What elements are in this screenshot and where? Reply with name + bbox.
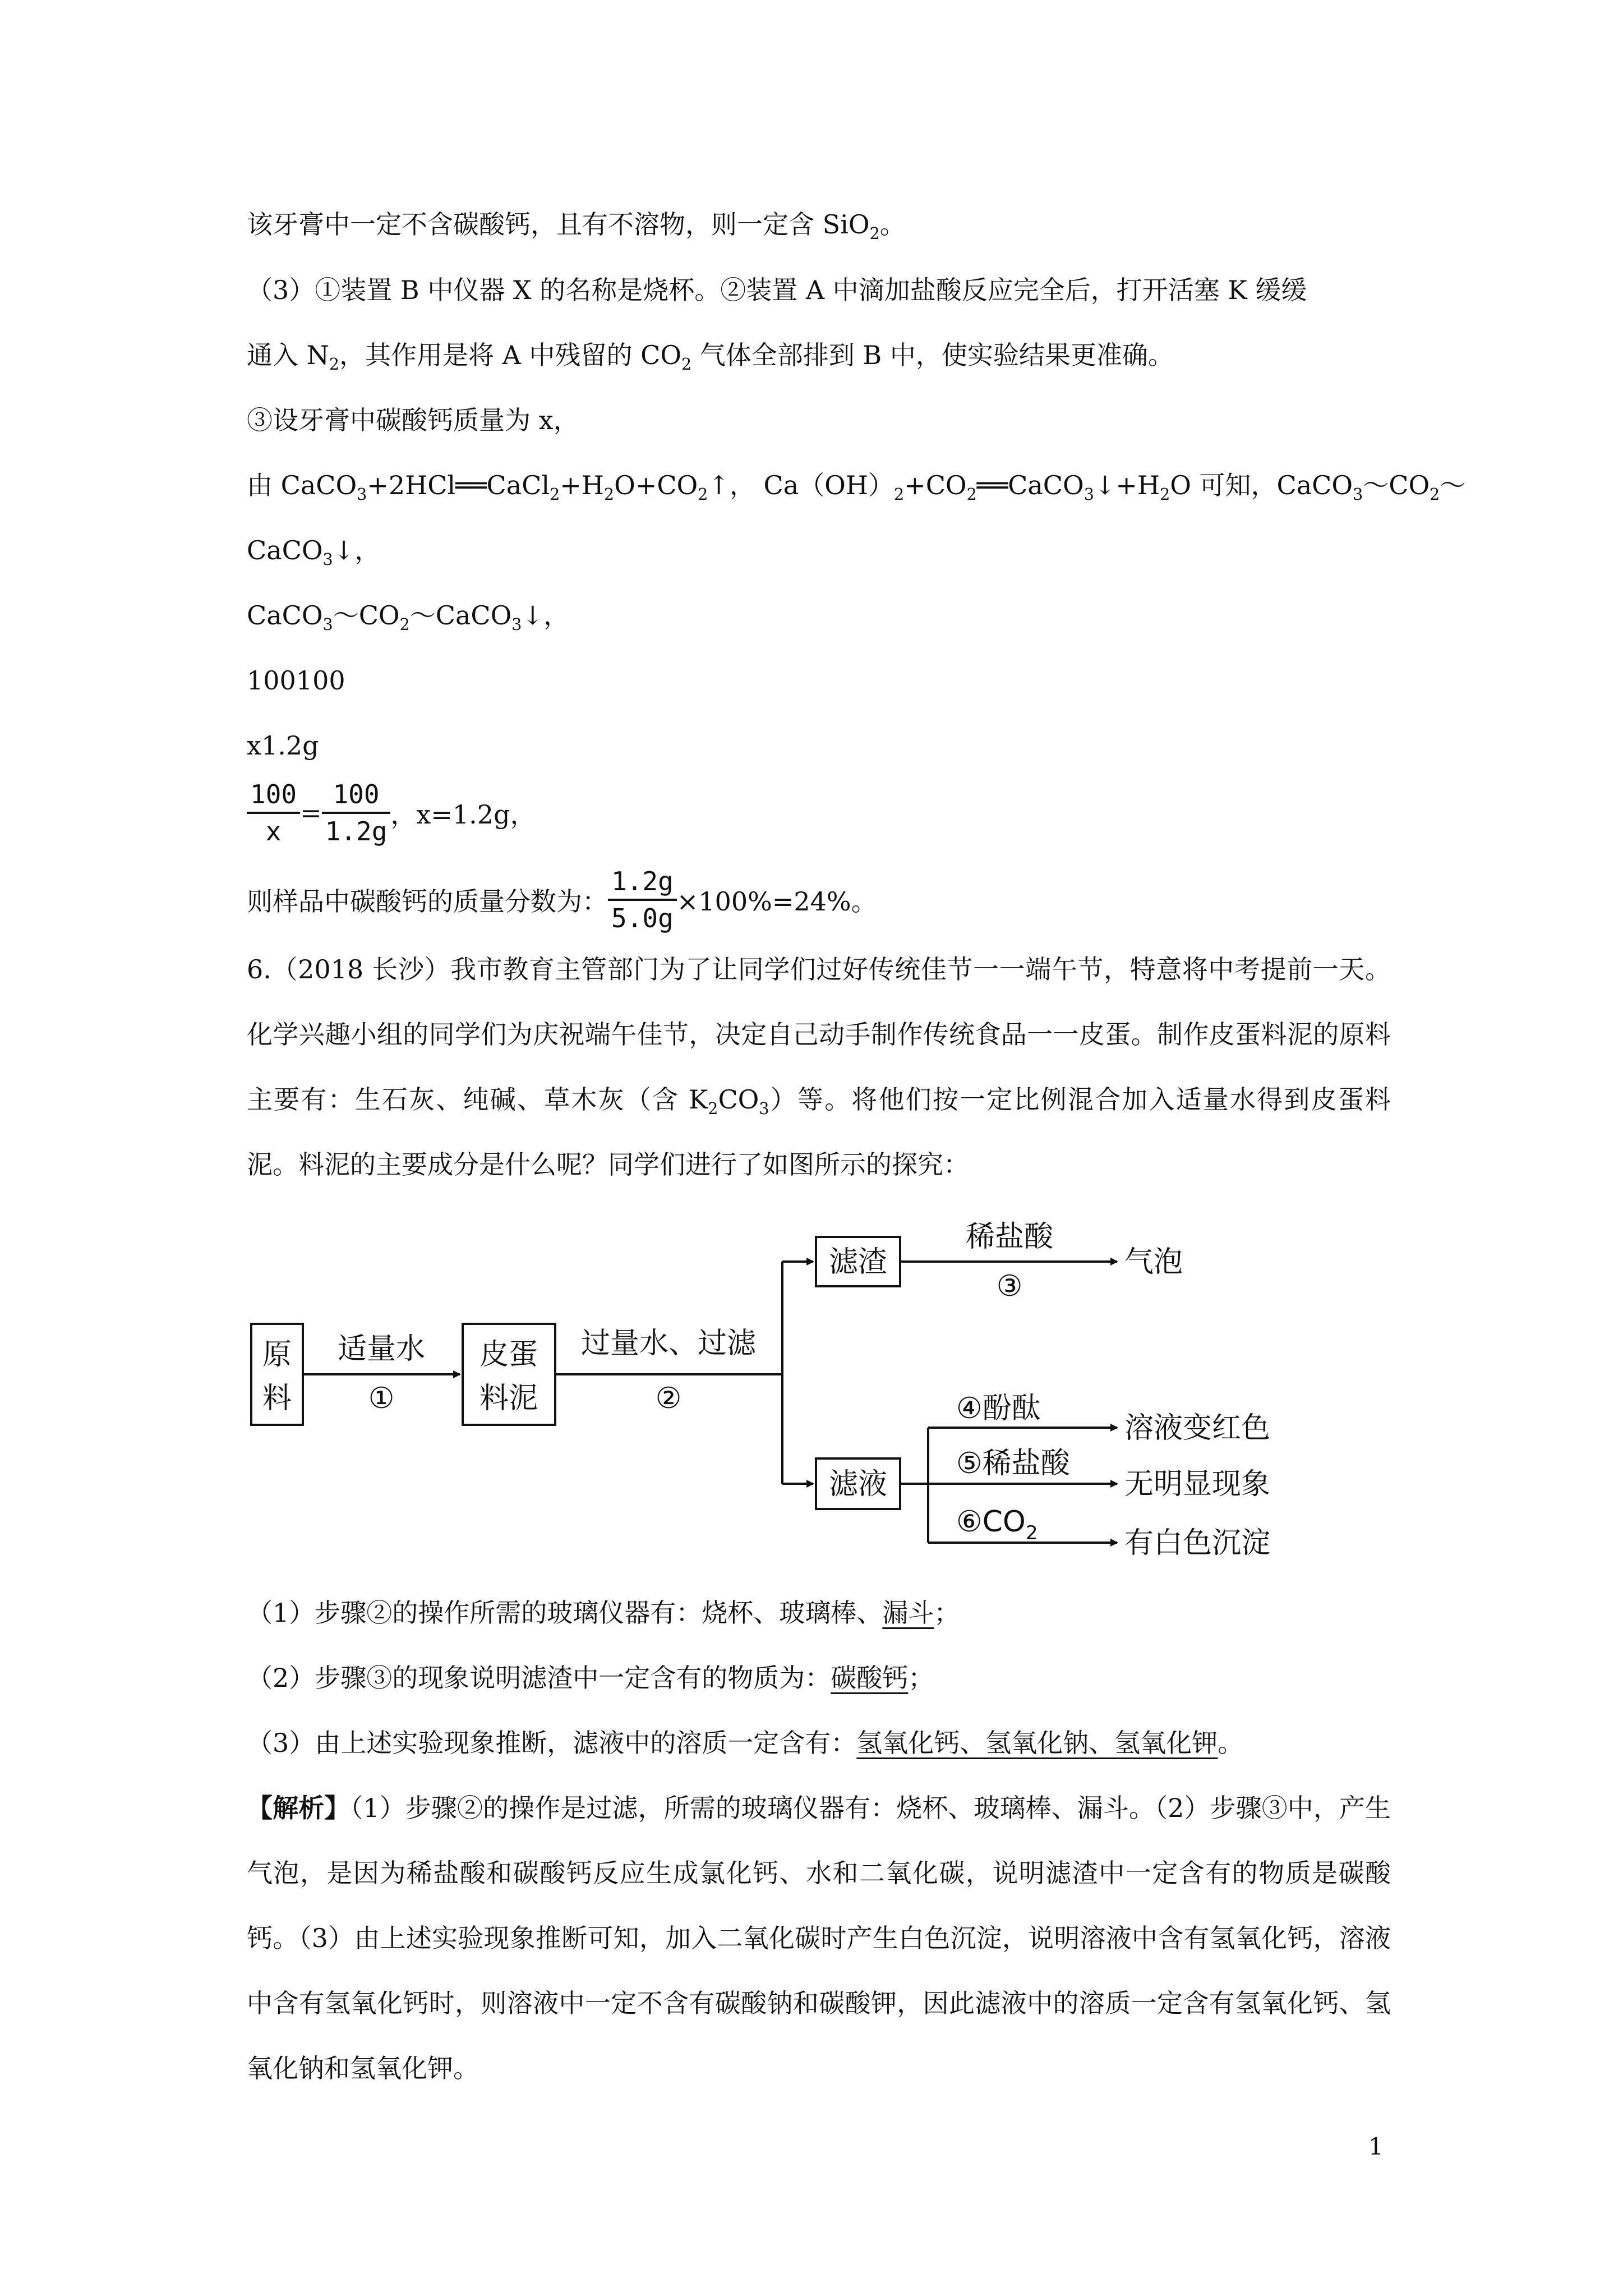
result-6: 有白色沉淀	[1124, 1526, 1271, 1560]
page-number: 1	[1368, 2133, 1384, 2160]
box-residue-label: 滤渣	[828, 1245, 888, 1279]
box-raw-label-1: 原	[262, 1338, 292, 1372]
analysis-tag: 【解析】	[247, 1793, 351, 1823]
text-line: 100100	[247, 665, 345, 696]
step-1-label: 适量水	[337, 1332, 426, 1366]
fraction: $\frac{100}{x}$	[247, 777, 300, 849]
answer-blank: 氢氧化钙、氢氧化钠、氢氧化钾	[856, 1728, 1218, 1758]
box-raw-label-2: 料	[262, 1382, 292, 1415]
result-5: 无明显现象	[1124, 1467, 1271, 1501]
box-mud-label-1: 皮蛋	[479, 1338, 538, 1372]
step-1-number: ①	[368, 1382, 395, 1415]
step-4-label: ④酚酞	[956, 1392, 1041, 1425]
answer-1: （1）步骤②的操作所需的玻璃仪器有：烧杯、玻璃棒、漏斗；	[247, 1598, 960, 1628]
text-line: ③设牙膏中碳酸钙质量为 x，	[247, 405, 579, 435]
answer-blank: 漏斗	[882, 1598, 934, 1628]
fraction: $\frac{100}{1.2g}$	[322, 777, 391, 849]
step-5-label: ⑤稀盐酸	[956, 1447, 1070, 1480]
step-6-label: $⑥CO_2$	[956, 1505, 1038, 1544]
proportion-equation: $\frac{100}{x}$ = $\frac{100}{1.2g}$ ，x=1.2g，	[247, 777, 536, 849]
step-2-number: ②	[655, 1382, 682, 1415]
text-line: x1.2g	[247, 730, 319, 761]
result-3: 气泡	[1124, 1245, 1183, 1279]
answer-2: （2）步骤③的现象说明滤渣中一定含有的物质为：碳酸钙；	[247, 1663, 934, 1693]
step-3-number: ③	[996, 1269, 1023, 1303]
text-line: $CaCO_3\sim CO_2\sim CaCO_3↓$，	[247, 600, 569, 634]
text-line: 该牙膏中一定不含碳酸钙，且有不溶物，则一定含 SiO$_2$。	[247, 209, 906, 243]
fraction: $\frac{1.2g}{5.0g}$	[608, 864, 677, 936]
step-2-label: 过量水、过滤	[580, 1327, 757, 1360]
text-line: CaCO$_3$↓，	[247, 535, 381, 569]
text-line: 通入 $N_2$，其作用是将 A 中残留的 $CO_2$ 气体全部排到 B 中，使实验结果更准确。	[247, 340, 1174, 374]
chemical-equation-line: 由 $CaCO_3+2HCl══CaCl_2+H_2O+CO_2↑$， $Ca(OH)_2+CO_2══CaCO_3↓+H_2O$ 可知，$CaCO_3\sim CO_2\sim$	[247, 470, 1466, 504]
analysis-paragraph: 【解析】（1）步骤②的操作是过滤，所需的玻璃仪器有：烧杯、玻璃棒、漏斗。（2）步骤③中，产生气泡，是因为稀盐酸和碳酸钙反应生成氯化钙、水和二氧化碳，说明滤渣中一定含有的物质是碳酸钙。（3）由上述实验现象推断可知，加入二氧化碳时产生白色沉淀，说明溶液中含有氢氧化钙，溶液中含有氢氧化钙时，则溶液中一定不含有碳酸钠和碳酸钾，因此滤液中的溶质一定含有氢氧化钙、氢氧化钠和氢氧化钾。	[247, 1793, 1391, 2083]
experiment-flowchart	[247, 1212, 1357, 1571]
step-3-label: 稀盐酸	[965, 1220, 1054, 1254]
mass-fraction-line: 则样品中碳酸钙的质量分数为： $\frac{1.2g}{5.0g}$ ×100%=24%。	[247, 864, 877, 936]
box-mud-label-2: 料泥	[479, 1382, 538, 1415]
text-line: （3）①装置 B 中仪器 X 的名称是烧杯。②装置 A 中滴加盐酸反应完全后，打开活塞 K 缓缓	[247, 275, 1307, 305]
question-6-stem: 6.（2018 长沙）我市教育主管部门为了让同学们过好传统佳节一一端午节，特意将中考提前一天。化学兴趣小组的同学们为庆祝端午佳节，决定自己动手制作传统食品一一皮蛋。制作皮蛋料泥的原料主要有：生石灰、纯碱、草木灰（含 $K_2CO_3$）等。将他们按一定比例混合加入适量水得到皮蛋料泥。料泥的主要成分是什么呢？同学们进行了如图所示的探究：	[247, 954, 1391, 1180]
result-4: 溶液变红色	[1124, 1411, 1271, 1445]
answer-blank: 碳酸钙	[831, 1663, 909, 1693]
answer-3: （3）由上述实验现象推断，滤液中的溶质一定含有：氢氧化钙、氢氧化钠、氢氧化钾。	[247, 1728, 1244, 1758]
box-filtrate-label: 滤液	[828, 1467, 888, 1501]
